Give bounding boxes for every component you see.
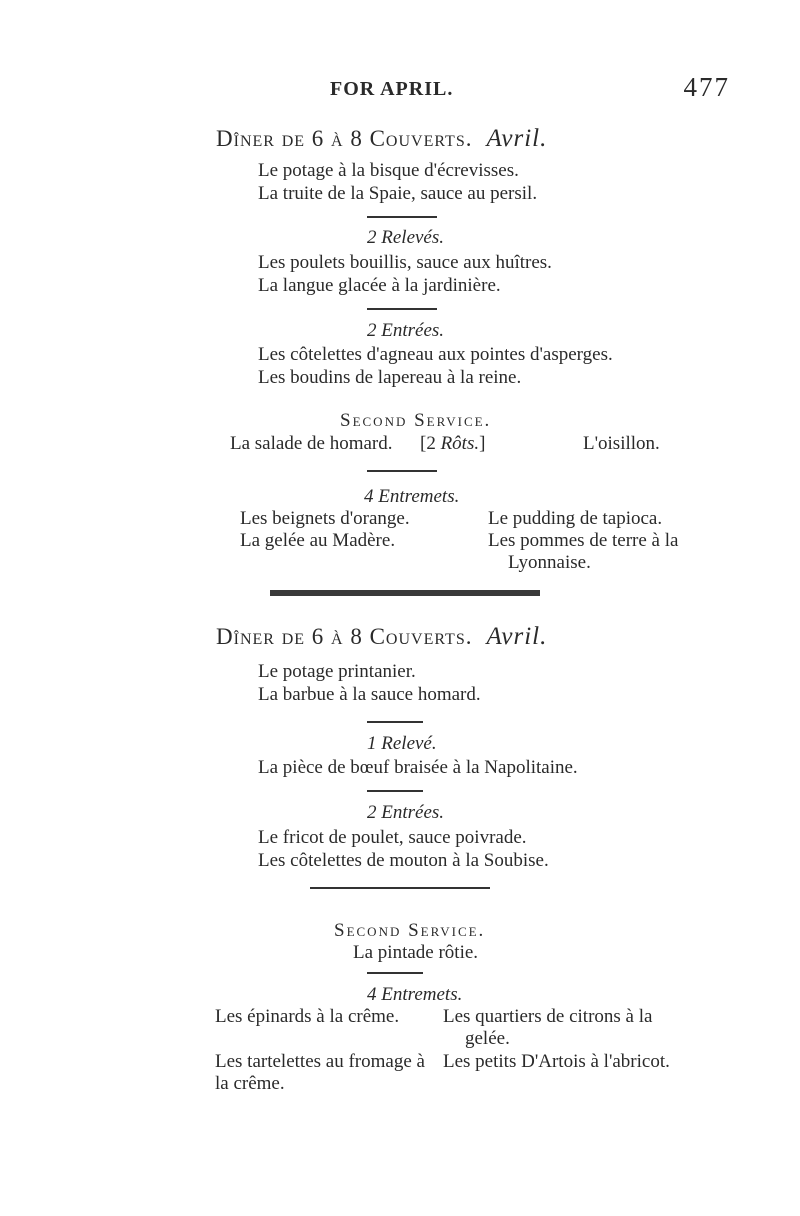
menu-1-entremet-left-1: Les beignets d'orange. (240, 508, 410, 529)
menu-2-entremets-heading (367, 984, 462, 1006)
menu-2-entremet-left-2: Les tartelettes au fromage à (215, 1051, 425, 1072)
menu-2-entree-2: Les côtelettes de mouton à la Soubise. (258, 850, 549, 871)
menu-1-entrees-heading-text: 2 Entrées. (367, 320, 445, 341)
menu-2-second-item: La pintade rôtie. (353, 942, 479, 963)
menu-2-title-main: Dîner de 6 à 8 Couverts. (216, 624, 473, 649)
running-title: FOR APRIL. (330, 78, 454, 100)
menu-1-potage-1: Le potage à la bisque d'écrevisses. (258, 160, 519, 181)
menu-1-second-center-pre: [2 (420, 433, 441, 454)
menu-2-rule-1 (367, 721, 423, 723)
menu-1-entremets-heading-text: 4 Entremets. (364, 486, 460, 507)
menu-2-title-month: Avril. (486, 623, 548, 650)
menu-2-potage-2: La barbue à la sauce homard. (258, 684, 481, 705)
menu-1-rule-1 (367, 216, 437, 218)
menu-1-releves-heading-text: 2 Relevés. (367, 227, 445, 248)
menu-1-second-right: L'oisillon. (583, 433, 660, 454)
menu-2-entremet-right-2: gelée. (465, 1028, 510, 1049)
menu-1-entremet-right-2: Les pommes de terre à la (488, 530, 679, 551)
menu-1-potage-2: La truite de la Spaie, sauce au persil. (258, 183, 538, 204)
menu-2-entree-1: Le fricot de poulet, sauce poivrade. (258, 827, 527, 848)
menu-2-entremet-left-1: Les épinards à la crême. (215, 1006, 400, 1027)
menu-1-entremet-right-3: Lyonnaise. (508, 552, 591, 573)
page-header (330, 72, 730, 106)
menu-2-rule-3 (310, 887, 490, 889)
menu-1-entremets-heading (364, 486, 459, 508)
menu-2-releve-1: La pièce de bœuf braisée à la Napolitaine. (258, 757, 578, 778)
menu-2-entremet-left-3: la crême. (215, 1073, 285, 1094)
menu-1-releve-2: La langue glacée à la jardinière. (258, 275, 501, 296)
menu-1-rule-3 (367, 470, 437, 472)
menu-2-releve-heading-text: 1 Relevé. (367, 733, 437, 754)
menu-2-entremet-right-1: Les quartiers de citrons à la (443, 1006, 653, 1027)
menu-1-second-service: Second Service. (340, 410, 492, 431)
menu-2-title (216, 623, 548, 650)
menu-1-entree-2: Les boudins de lapereau à la reine. (258, 367, 522, 388)
menu-1-releve-1: Les poulets bouillis, sauce aux huîtres. (258, 252, 552, 273)
menu-1-title-month: Avril. (486, 125, 548, 152)
menu-1-second-center-post: ] (479, 433, 486, 454)
menu-1-title-main: Dîner de 6 à 8 Couverts. (216, 126, 473, 151)
menu-1-second-center (420, 433, 485, 455)
page-number: 477 (683, 72, 730, 102)
menu-2-entrees-heading (367, 802, 444, 824)
menu-1-second-left: La salade de homard. (230, 433, 393, 454)
menu-2-entremet-right-3: Les petits D'Artois à l'abricot. (443, 1051, 670, 1072)
menu-1-entremet-left-2: La gelée au Madère. (240, 530, 396, 551)
menu-1-rule-2 (367, 308, 437, 310)
menu-2-entremets-heading-text: 4 Entremets. (367, 984, 463, 1005)
menu-1-entremet-right-1: Le pudding de tapioca. (488, 508, 663, 529)
menu-1-releves-heading (367, 227, 444, 249)
menu-1-entree-1: Les côtelettes d'agneau aux pointes d'asperges. (258, 344, 613, 365)
section-divider (270, 590, 540, 596)
menu-2-rule-2 (367, 790, 423, 792)
menu-2-entrees-heading-text: 2 Entrées. (367, 802, 445, 823)
menu-2-second-service: Second Service. (334, 920, 486, 941)
menu-1-entrees-heading (367, 320, 444, 342)
menu-2-rule-4 (367, 972, 423, 974)
menu-1-second-center-ital: Rôts. (440, 433, 480, 454)
menu-2-potage-1: Le potage printanier. (258, 661, 416, 682)
menu-1-title (216, 125, 548, 152)
menu-2-releve-heading (367, 733, 437, 755)
